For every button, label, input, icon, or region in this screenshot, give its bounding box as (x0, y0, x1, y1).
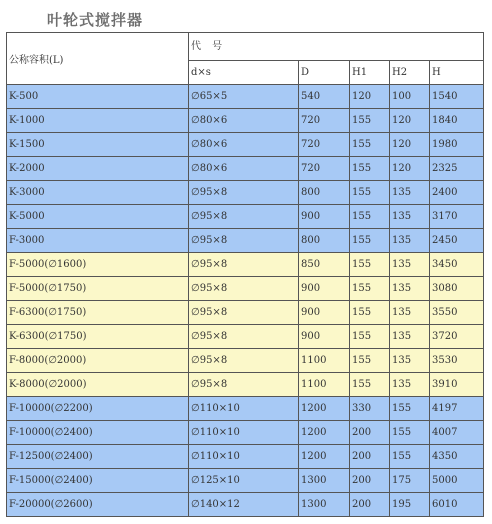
dxs-cell: ∅95×8 (189, 205, 299, 229)
h1-cell: 155 (350, 133, 390, 157)
dxs-cell: ∅95×8 (189, 325, 299, 349)
h1-cell: 155 (350, 229, 390, 253)
h-cell: 3450 (430, 253, 484, 277)
dxs-cell: ∅80×6 (189, 133, 299, 157)
d-cell: 1200 (299, 445, 350, 469)
h2-cell: 155 (390, 397, 430, 421)
model-cell: K-3000 (7, 181, 189, 205)
h1-cell: 200 (350, 421, 390, 445)
dxs-cell: ∅140×12 (189, 493, 299, 517)
table-row (7, 397, 484, 421)
header-h: H (430, 61, 484, 85)
d-cell: 1200 (299, 421, 350, 445)
d-cell: 900 (299, 277, 350, 301)
header-dxs: d×s (189, 61, 299, 85)
h-cell: 4007 (430, 421, 484, 445)
table-row (7, 373, 484, 397)
table-row (7, 109, 484, 133)
h2-cell: 135 (390, 205, 430, 229)
dxs-cell: ∅80×6 (189, 157, 299, 181)
h-cell: 5000 (430, 469, 484, 493)
table-row (7, 229, 484, 253)
d-cell: 900 (299, 325, 350, 349)
d-cell: 720 (299, 157, 350, 181)
d-cell: 850 (299, 253, 350, 277)
h1-cell: 155 (350, 181, 390, 205)
dxs-cell: ∅80×6 (189, 109, 299, 133)
header-row-1 (7, 33, 484, 61)
table-row (7, 493, 484, 517)
table-row (7, 445, 484, 469)
h-cell: 1840 (430, 109, 484, 133)
h-cell: 2450 (430, 229, 484, 253)
dxs-cell: ∅110×10 (189, 445, 299, 469)
model-cell: F-15000(∅2400) (7, 469, 189, 493)
h2-cell: 120 (390, 109, 430, 133)
model-cell: K-6300(∅1750) (7, 325, 189, 349)
d-cell: 800 (299, 181, 350, 205)
d-cell: 800 (299, 229, 350, 253)
h-cell: 4197 (430, 397, 484, 421)
h-cell: 3910 (430, 373, 484, 397)
h2-cell: 100 (390, 85, 430, 109)
model-cell: F-10000(∅2200) (7, 397, 189, 421)
table-row (7, 421, 484, 445)
table-row (7, 157, 484, 181)
table-row (7, 85, 484, 109)
model-cell: F-6300(∅1750) (7, 301, 189, 325)
d-cell: 720 (299, 109, 350, 133)
h2-cell: 135 (390, 301, 430, 325)
dxs-cell: ∅110×10 (189, 421, 299, 445)
model-cell: K-500 (7, 85, 189, 109)
h1-cell: 155 (350, 277, 390, 301)
h2-cell: 120 (390, 133, 430, 157)
h-cell: 2400 (430, 181, 484, 205)
h-cell: 6010 (430, 493, 484, 517)
h2-cell: 155 (390, 421, 430, 445)
header-d: D (299, 61, 350, 85)
dxs-cell: ∅95×8 (189, 373, 299, 397)
d-cell: 900 (299, 301, 350, 325)
model-cell: K-5000 (7, 205, 189, 229)
h1-cell: 155 (350, 205, 390, 229)
h1-cell: 155 (350, 109, 390, 133)
d-cell: 1100 (299, 349, 350, 373)
d-cell: 540 (299, 85, 350, 109)
dxs-cell: ∅95×8 (189, 181, 299, 205)
h1-cell: 155 (350, 349, 390, 373)
d-cell: 1300 (299, 469, 350, 493)
model-cell: F-5000(∅1750) (7, 277, 189, 301)
header-h2: H2 (390, 61, 430, 85)
h1-cell: 155 (350, 373, 390, 397)
h2-cell: 135 (390, 229, 430, 253)
h2-cell: 135 (390, 325, 430, 349)
dxs-cell: ∅65×5 (189, 85, 299, 109)
h2-cell: 195 (390, 493, 430, 517)
table-body (7, 85, 484, 517)
page-title: 叶轮式搅拌器 (47, 11, 144, 29)
h1-cell: 200 (350, 469, 390, 493)
h2-cell: 175 (390, 469, 430, 493)
table-row (7, 205, 484, 229)
model-cell: K-1500 (7, 133, 189, 157)
dxs-cell: ∅125×10 (189, 469, 299, 493)
h2-cell: 135 (390, 277, 430, 301)
model-cell: F-20000(∅2600) (7, 493, 189, 517)
d-cell: 1200 (299, 397, 350, 421)
h1-cell: 330 (350, 397, 390, 421)
h2-cell: 155 (390, 445, 430, 469)
h2-cell: 135 (390, 181, 430, 205)
model-cell: K-1000 (7, 109, 189, 133)
h-cell: 3080 (430, 277, 484, 301)
d-cell: 1300 (299, 493, 350, 517)
table-row (7, 181, 484, 205)
model-cell: K-8000(∅2000) (7, 373, 189, 397)
table-row (7, 253, 484, 277)
dxs-cell: ∅95×8 (189, 349, 299, 373)
h2-cell: 120 (390, 157, 430, 181)
h1-cell: 155 (350, 253, 390, 277)
header-nominal-volume: 公称容积(L) (7, 33, 189, 85)
h-cell: 3720 (430, 325, 484, 349)
h2-cell: 135 (390, 349, 430, 373)
model-cell: F-10000(∅2400) (7, 421, 189, 445)
h1-cell: 200 (350, 493, 390, 517)
table-row (7, 301, 484, 325)
table-row (7, 277, 484, 301)
h1-cell: 155 (350, 301, 390, 325)
dxs-cell: ∅95×8 (189, 277, 299, 301)
h1-cell: 155 (350, 157, 390, 181)
h-cell: 3530 (430, 349, 484, 373)
h1-cell: 200 (350, 445, 390, 469)
model-cell: F-8000(∅2000) (7, 349, 189, 373)
d-cell: 1100 (299, 373, 350, 397)
model-cell: F-5000(∅1600) (7, 253, 189, 277)
table-row (7, 133, 484, 157)
model-cell: K-2000 (7, 157, 189, 181)
h-cell: 1540 (430, 85, 484, 109)
h2-cell: 135 (390, 253, 430, 277)
table-header (7, 33, 484, 85)
h1-cell: 120 (350, 85, 390, 109)
header-h1: H1 (350, 61, 390, 85)
table-row (7, 469, 484, 493)
h2-cell: 135 (390, 373, 430, 397)
h-cell: 1980 (430, 133, 484, 157)
header-code-group: 代 号 (189, 33, 484, 61)
dxs-cell: ∅95×8 (189, 301, 299, 325)
table-row (7, 325, 484, 349)
d-cell: 720 (299, 133, 350, 157)
h1-cell: 155 (350, 325, 390, 349)
model-cell: F-12500(∅2400) (7, 445, 189, 469)
h-cell: 3550 (430, 301, 484, 325)
spec-table (6, 32, 484, 517)
h-cell: 2325 (430, 157, 484, 181)
dxs-cell: ∅95×8 (189, 229, 299, 253)
d-cell: 900 (299, 205, 350, 229)
h-cell: 4350 (430, 445, 484, 469)
table-row (7, 349, 484, 373)
dxs-cell: ∅95×8 (189, 253, 299, 277)
model-cell: F-3000 (7, 229, 189, 253)
h-cell: 3170 (430, 205, 484, 229)
dxs-cell: ∅110×10 (189, 397, 299, 421)
